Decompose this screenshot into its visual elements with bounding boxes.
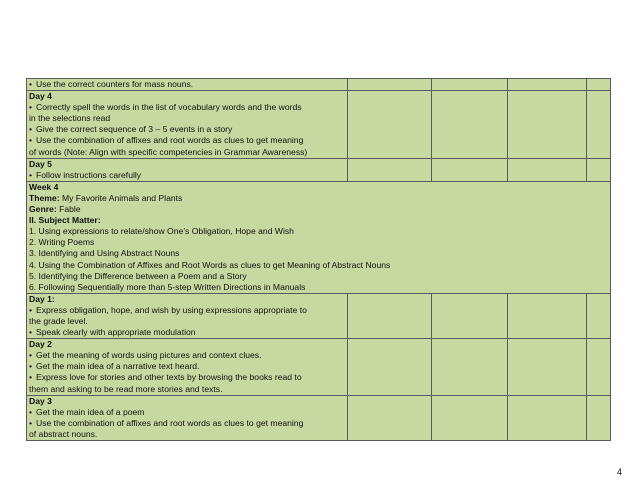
bullet-item: • Use the combination of affixes and root words as clues to get meaning — [29, 418, 345, 429]
empty-cell — [432, 395, 508, 440]
empty-cell — [348, 395, 432, 440]
theme-line — [29, 193, 608, 204]
theme-label: Theme: — [29, 192, 60, 203]
bullet-item: • Express obligation, hope, and wish by using expressions appropriate to — [29, 305, 345, 316]
bullet-item: • Correctly spell the words in the list of vocabulary words and the words — [29, 102, 345, 113]
competency-cell — [27, 395, 348, 440]
bullet-item: • Use the correct counters for mass nouns. — [29, 79, 345, 90]
subject-matter-item: 6. Following Sequentially more than 5-step Written Directions in Manuals — [29, 281, 306, 292]
page-number: 4 — [616, 467, 622, 477]
theme-value: My Favorite Animals and Plants — [59, 192, 183, 203]
bullet-continuation: of words (Note: Align with specific competencies in Grammar Awareness) — [29, 146, 308, 157]
empty-cell — [508, 158, 587, 181]
empty-cell — [432, 339, 508, 395]
empty-cell — [348, 91, 432, 159]
table-row — [27, 181, 611, 293]
empty-cell — [348, 293, 432, 338]
subject-matter-item: 2. Writing Poems — [29, 237, 95, 248]
empty-cell — [432, 158, 508, 181]
competency-cell — [27, 293, 348, 338]
empty-cell — [432, 79, 508, 91]
day-heading: Day 2 — [29, 339, 52, 350]
empty-cell — [508, 339, 587, 395]
day-heading: Day 1: — [29, 293, 55, 304]
empty-cell — [587, 339, 611, 395]
empty-cell — [587, 79, 611, 91]
competency-cell — [27, 91, 348, 159]
empty-cell — [348, 158, 432, 181]
bullet-continuation: the grade level. — [29, 315, 88, 326]
bullet-continuation: in the selections read — [29, 113, 111, 124]
empty-cell — [587, 91, 611, 159]
bullet-item: • Express love for stories and other texts by browsing the books read to — [29, 372, 345, 383]
empty-cell — [587, 158, 611, 181]
bullet-item: • Get the main idea of a poem — [29, 407, 345, 418]
bullet-item: • Use the combination of affixes and root words as clues to get meaning — [29, 135, 345, 146]
genre-label: Genre: — [29, 204, 57, 215]
empty-cell — [587, 395, 611, 440]
table-row — [27, 339, 611, 395]
empty-cell — [432, 293, 508, 338]
lesson-plan-table — [26, 78, 611, 441]
day-heading: Day 5 — [29, 158, 52, 169]
empty-cell — [587, 293, 611, 338]
bullet-item: • Give the correct sequence of 3 – 5 events in a story — [29, 124, 345, 135]
subject-matter-item: 4. Using the Combination of Affixes and Root Words as clues to get Meaning of Abstract Nouns — [29, 259, 391, 270]
empty-cell — [508, 91, 587, 159]
table-row — [27, 79, 611, 91]
subject-matter-item: 1. Using expressions to relate/show One’s Obligation, Hope and Wish — [29, 226, 294, 237]
competency-cell — [27, 79, 348, 91]
empty-cell — [508, 79, 587, 91]
empty-cell — [508, 293, 587, 338]
bullet-continuation: them and asking to be read more stories and texts. — [29, 383, 223, 394]
table-row — [27, 395, 611, 440]
bullet-item: • Get the main idea of a narrative text heard. — [29, 361, 345, 372]
table-row — [27, 293, 611, 338]
subject-matter-heading: II. Subject Matter: — [29, 215, 101, 226]
empty-cell — [348, 79, 432, 91]
competency-cell — [27, 181, 611, 293]
empty-cell — [508, 395, 587, 440]
bullet-item: • Get the meaning of words using pictures and context clues. — [29, 350, 345, 361]
empty-cell — [348, 339, 432, 395]
bullet-continuation: of abstract nouns. — [29, 428, 98, 439]
genre-line — [29, 204, 608, 215]
subject-matter-item: 3. Identifying and Using Abstract Nouns — [29, 248, 180, 259]
competency-cell — [27, 158, 348, 181]
empty-cell — [432, 91, 508, 159]
bullet-item: • Speak clearly with appropriate modulation — [29, 327, 345, 338]
day-heading: Day 3 — [29, 395, 52, 406]
genre-value: Fable — [56, 204, 81, 215]
bullet-item: • Follow instructions carefully — [29, 170, 345, 181]
subject-matter-item: 5. Identifying the Difference between a Poem and a Story — [29, 270, 247, 281]
competency-cell — [27, 339, 348, 395]
day-heading: Day 4 — [29, 91, 52, 102]
week-heading: Week 4 — [29, 181, 59, 192]
table-row — [27, 91, 611, 159]
table-row — [27, 158, 611, 181]
